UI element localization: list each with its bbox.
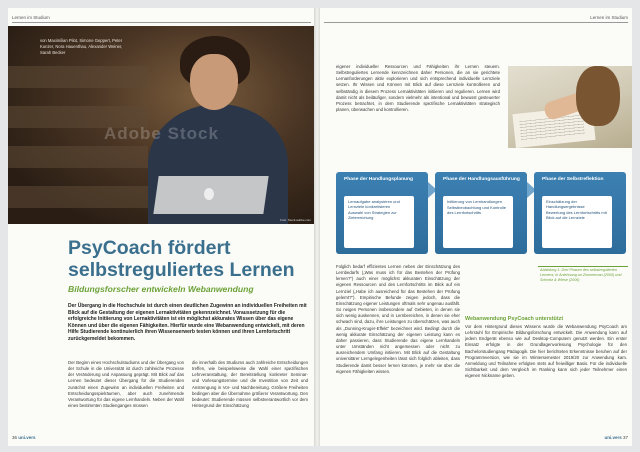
page-number-right: uni.vers 37 [604,435,628,440]
photo-credit: Foto: Stock.adobe.com [280,218,311,222]
author-list: von Maximilian Pilot, Simone Geppert, Peter Kunzer, Nora Hauenthau, Alexander Weiner, Sarah Becker [40,38,123,55]
section-heading: Webanwendung PsyCoach unterstützt [465,316,564,322]
body-column-3: Folglich bedarf effizientes Lernen neben der Einschätzung des Lernbedarfs („Was muss ich für das Bestehen der Prüfung lernen?“) auch einer möglichst akkuraten Einschätzung der eigenen Ressourcen und des Lernfortschritts im Blick auf ein Lernziel („Habe ich ausreichend für das Bestehen der Prüfung gelernt?“). Empirische Befunde zeigen jedoch, dass die Einschätzung eigener Leistungen oftmals sehr ungenau ausfällt. So neigen Personen insbesondere auf Gebieten, in denen sie sich wenig auskennen, und in Lernbereichen, in denen sie eher schwach sind, dazu, ihre Leistungen zu überschätzen, was auch als „Dunning-Kruger-Effekt“ bezeichnet wird. Bedingt durch die wenig akkurate Einschätzung der eigenen Leistung kann es daher passieren, dass Studierende das eigene Lernhandeln unter Umständen nicht angemessen oder nicht zu ausreichendem Umfang initiieren. Mit Blick auf die Gestaltung universitärer Lerngelegenheiten lässt sich folglich ableiten, dass Studierende damit besser lernen könnten, je mehr sie über die eigenen Fähigkeiten wissen. [336,264,460,374]
phase-item: Lernaufgabe analysieren und Lernziele konkretisieren [348,199,400,209]
page-number-left: 36 uni.vers [12,435,36,440]
body-column-4: Vor dem Hintergrund dieses Wissens wurde die Webanwendung PsyCoach am Lehrstuhl für Empirische Bildungsforschung entwickelt. Die Anwendung kann auf jedem Endgerät ebenso wie auf Desktop-Computern genutzt werden. Ein erster Einsatz erfolgte in der Grundlagenvorlesung Psychologie für den Bachelorstudiengang Pädagogik. Die hier berichteten Erkenntnisse beruhen auf der Programmversion, wie sie im Wintersemester 2019/20 zur Anwendung kam. Anmeldung und Teilnahme erfolgten stets auf freiwilliger Basis. Für die individuelle Sichtbarkeit und dem Vergleich im Ranking kann sich jeder Teilnehmer einen eigenen Nickname geben. [465,324,627,379]
right-page [320,8,632,446]
article-title: PsyCoach fördert selbstreguliertes Lernen [68,237,295,281]
running-head-right: Lernen im Studium [590,15,628,20]
header-rule [12,22,311,23]
intro-column: eigener individueller Ressourcen und Fähigkeiten ihr Lernen steuern. Selbstreguliertes Lernende kennzeichnen daher Personen, die an sie gerichtete Lernanforderungen aktiv explorieren und sich entsprechend individuelle Lernziele setzen. Ihr Wissen und Können mit Blick auf diese Lernziele kontrollieren und selbständig in diesem Prozess Lernaktivitäten initiieren und regulieren. Lernen wird damit nicht als beiläufiger, sondern vielmehr als intentional und bewusst gesteuerter Prozess betrachtet, in dem Studierende spezifische Lernaktivitäten strategisch planen, überwachen und kontrollieren. [336,64,500,113]
hero-photo [8,26,315,224]
phase-planning: Phase der Handlungsplanung Lernaufgabe analysieren und Lernziele konkretisieren Auswahl von Strategien zur Zielerreichung [336,172,428,254]
left-page [8,8,315,446]
student-photo [508,66,632,148]
article-lead: Der Übergang in die Hochschule ist durch einen deutlichen Zugewinn an individuellen Freiheiten mit Blick auf die Gestaltung der eigenen Lernaktivitäten gekennzeichnet. Voraussetzung für die erfolgreiche Initiierung von Lernaktivitäten ist ein möglichst akkurates Wissen über das eigene Können und über die eigenen Fähigkeiten. Hierfür wurde eine Webanwendung entwickelt, mit deren Hilfe Studierende kontinuierlich ihren Wissenserwerb testen können und ihren Lernfortschritt zurückgemeldet bekommen. [68,303,307,342]
phase-reflection: Phase der Selbstreflektion Einschätzung der Handlungsergebnisse Bewertung des Lernfortschritts mit Blick auf die Lernziele [534,172,626,254]
phase-item: Auswahl von Strategien zur Zielerreichung [348,210,397,220]
figure-caption: Abbildung 1: Drei Phasen des selbstregulierten Lernens; in Anlehnung an Zimmerman (2000) und Schmitz & Wiese (2006) [540,268,622,282]
header-rule [324,22,628,23]
phase-item: Bewertung des Lernfortschritts mit Blick auf die Lernziele [546,210,607,220]
phase-diagram [336,172,626,254]
article-subtitle: Bildungsforscher entwickeln Webanwendung [68,284,254,294]
phase-execution: Phase der Handlungsausführung Initiierung von Lernhandlungen Selbstbeobachtung und Kontrolle des Lernfortschritts [435,172,527,254]
phase-item: Einschätzung der Handlungsergebnisse [546,199,585,209]
running-head-left: Lernen im Studium [12,15,50,20]
body-column-1: Der Beginn eines Hochschulstudiums und der Übergang von der Schule in die Universität ist durch zahlreiche Prozesse der Veränderung und Anpassung geprägt. Mit Blick auf das Lernen bedeutet dieser Übergang für die Studierenden zunächst einen Zugewinn an individuellen Freiheiten und Entscheidungsspielräumen, aber auch zunehmende Verantwortung für das eigene Lernhandeln. Neben der Wahl eines bestimmten Studienganges müssen [68,360,184,409]
stock-watermark: Adobe Stock [104,124,219,143]
phase-item: Initiierung von Lernhandlungen [447,199,502,204]
caption-rule [538,266,628,267]
body-column-2: die innerhalb des Studiums auch zahlreiche Entscheidungen treffen, wie beispielsweise die Wahl einer spezifischen Lehrveranstaltung, der Bereitstellung konkreter Seminar- und Vorlesungstermine und die Investition von Zeit und Anstrengung in Vor- und Nachbereitung. Größere Freiheiten bedingen aber die Übernahme größerer Verantwortung. Den bedeutet: Studierende müssen selbstverantwortlich vor dem Hintergrund der Einschätzung [192,360,308,409]
phase-item: Selbstbeobachtung und Kontrolle des Lernfortschritts [447,205,506,215]
